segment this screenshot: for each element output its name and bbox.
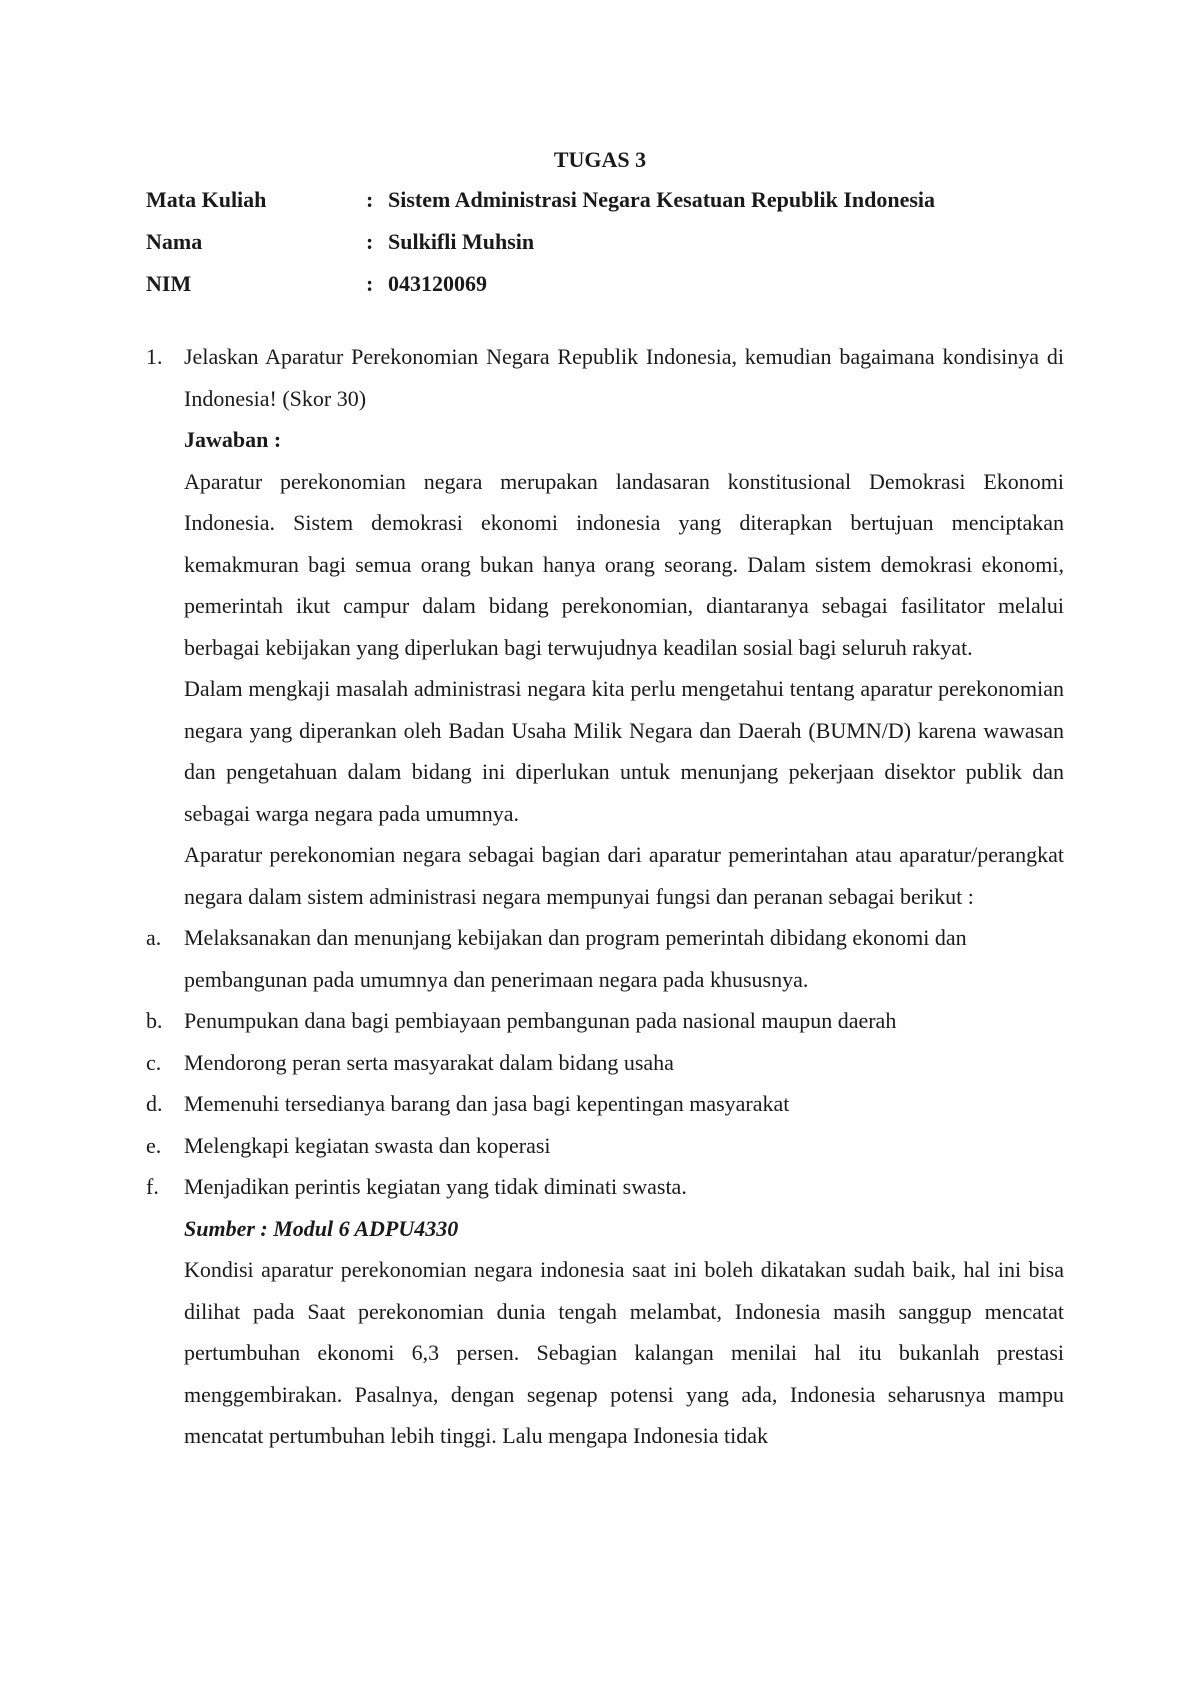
closing-paragraph: Kondisi aparatur perekonomian negara indonesia saat ini boleh dikatakan sudah baik, hal ini bisa dilihat pada Saat perekonomian dunia tengah melambat, Indonesia masih sanggup mencatat pertumbuhan ekonomi 6,3 persen. Sebagian kalangan menilai hal itu bukanlah prestasi menggembirakan. Pasalnya, dengan segenap potensi yang ada, Indonesia seharusnya mampu mencatat pertumbuhan lebih tinggi. Lalu mengapa Indonesia tidak	[184, 1257, 1064, 1448]
list-text: Menjadikan perintis kegiatan yang tidak diminati swasta.	[184, 1174, 687, 1199]
meta-value: 043120069	[388, 271, 487, 296]
meta-label: Nama	[146, 229, 203, 254]
question-body	[184, 336, 1064, 917]
question-item	[146, 336, 1064, 917]
list-item	[146, 917, 1064, 1000]
list-item	[146, 1000, 1064, 1042]
list-marker: f.	[146, 1174, 159, 1199]
source-citation: Sumber : Modul 6 ADPU4330	[184, 1215, 459, 1241]
list-marker: b.	[146, 1008, 163, 1033]
answer-paragraph: Aparatur perekonomian negara merupakan landasaran konstitusional Demokrasi Ekonomi Indonesia. Sistem demokrasi ekonomi indonesia yang diterapkan bertujuan menciptakan kemakmuran bagi semua orang bukan hanya orang seorang. Dalam sistem demokrasi ekonomi, pemerintah ikut campur dalam bidang perekonomian, diantaranya sebagai fasilitator melalui berbagai kebijakan yang diperlukan bagi terwujudnya keadilan sosial bagi seluruh rakyat.	[184, 468, 1064, 660]
source-block	[146, 1208, 1064, 1457]
meta-value: Sistem Administrasi Negara Kesatuan Republik Indonesia	[388, 187, 936, 212]
list-marker: a.	[146, 925, 162, 950]
list-item	[146, 1042, 1064, 1084]
function-list	[146, 917, 1064, 1208]
meta-row-course	[146, 185, 935, 227]
meta-row-name	[146, 227, 935, 269]
list-marker: e.	[146, 1132, 162, 1158]
document-title: TUGAS 3	[553, 147, 647, 172]
list-marker: d.	[146, 1091, 163, 1116]
list-item	[146, 1166, 1064, 1208]
question-text: Jelaskan Aparatur Perekonomian Negara Republik Indonesia, kemudian bagaimana kondisinya di Indonesia! (Skor 30)	[184, 344, 1064, 411]
document-meta	[146, 185, 935, 311]
meta-row-nim	[146, 269, 935, 311]
meta-separator: :	[366, 229, 374, 254]
meta-separator: :	[366, 187, 374, 212]
list-text: Mendorong peran serta masyarakat dalam bidang usaha	[184, 1049, 674, 1075]
list-item	[146, 1125, 1064, 1167]
list-item	[146, 1083, 1064, 1125]
answer-paragraph: Aparatur perekonomian negara sebagai bagian dari aparatur pemerintahan atau aparatur/perangkat negara dalam sistem administrasi negara mempunyai fungsi dan peranan sebagai berikut :	[184, 842, 1064, 909]
list-text: Melaksanakan dan menunjang kebijakan dan program pemerintah dibidang ekonomi dan pembangunan pada umumnya dan penerimaan negara pada khususnya.	[184, 925, 967, 992]
list-text: Melengkapi kegiatan swasta dan koperasi	[184, 1132, 551, 1158]
document-body	[146, 336, 1064, 1457]
answer-paragraph: Dalam mengkaji masalah administrasi negara kita perlu mengetahui tentang aparatur perekonomian negara yang diperankan oleh Badan Usaha Milik Negara dan Daerah (BUMN/D) karena wawasan dan pengetahuan dalam bidang ini diperlukan untuk menunjang pekerjaan disektor publik dan sebagai warga negara pada umumnya.	[184, 676, 1064, 826]
meta-label: Mata Kuliah	[146, 187, 267, 212]
question-number: 1.	[146, 344, 163, 369]
list-marker: c.	[146, 1049, 162, 1075]
answer-label: Jawaban :	[184, 427, 282, 452]
list-text: Penumpukan dana bagi pembiayaan pembangunan pada nasional maupun daerah	[184, 1008, 897, 1033]
list-text: Memenuhi tersedianya barang dan jasa bagi kepentingan masyarakat	[184, 1091, 790, 1116]
meta-label: NIM	[146, 271, 192, 296]
meta-value: Sulkifli Muhsin	[388, 229, 535, 254]
meta-separator: :	[366, 271, 374, 296]
